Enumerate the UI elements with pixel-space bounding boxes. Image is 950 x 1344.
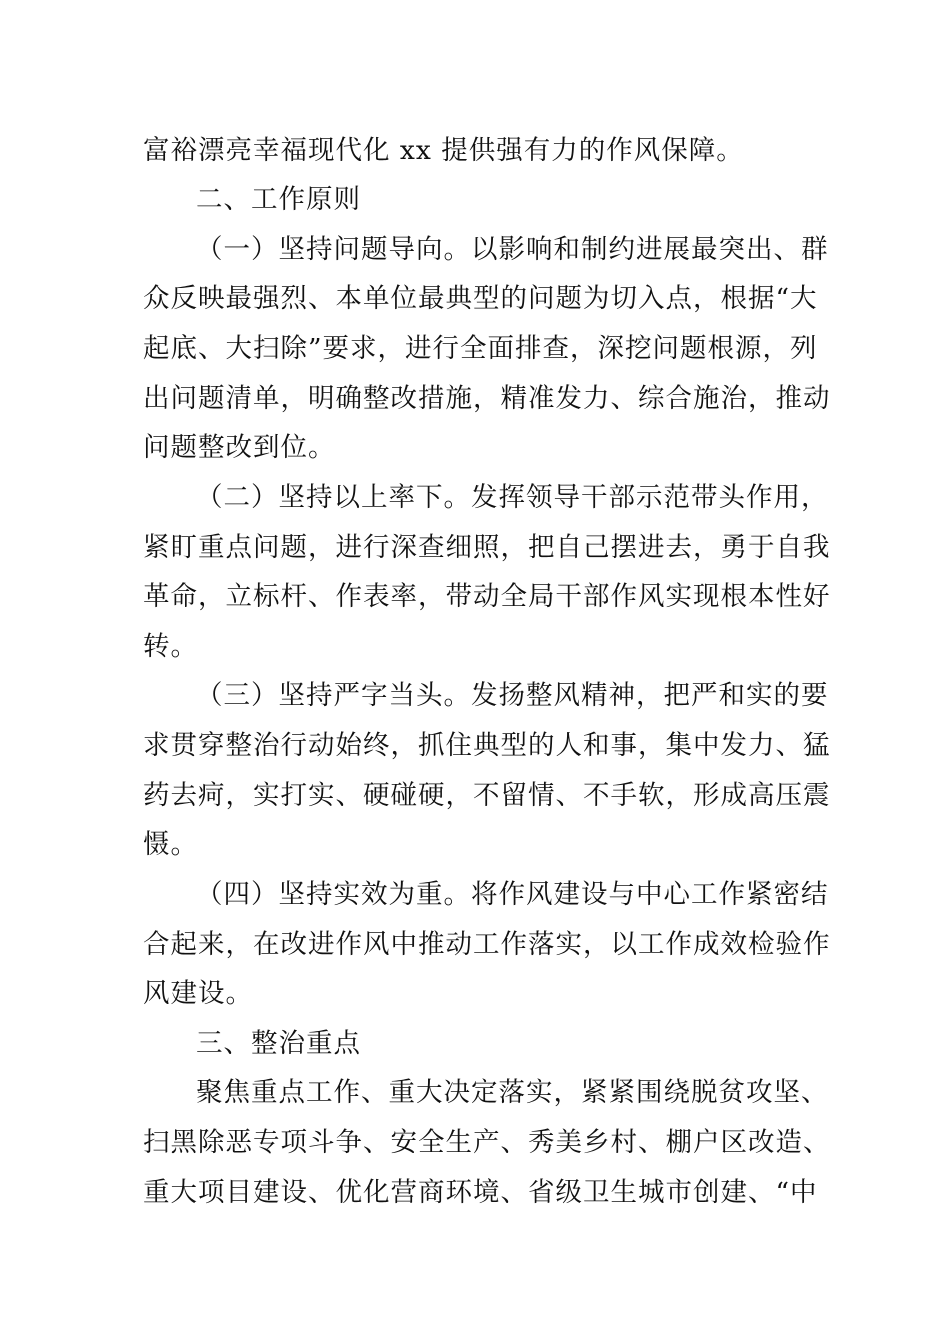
paragraph-2-line-3: 革命，立标杆、作表率，带动全局干部作风实现根本性好: [143, 581, 831, 612]
paragraph-1-line-1: （一）坚持问题导向。以影响和制约进展最突出、群: [196, 234, 829, 265]
paragraph-5-line-2: 扫黑除恶专项斗争、安全生产、秀美乡村、棚户区改造、: [143, 1127, 831, 1158]
paragraph-1-line-3: 起底、大扫除”要求，进行全面排查，深挖问题根源，列: [143, 333, 818, 364]
paragraph-2-line-4: 转。: [143, 631, 198, 662]
section-heading-principles: 二、工作原则: [196, 184, 361, 215]
paragraph-5-line-3: 重大项目建设、优化营商环境、省级卫生城市创建、“中: [143, 1177, 818, 1208]
paragraph-2-line-1: （二）坚持以上率下。发挥领导干部示范带头作用，: [196, 482, 829, 513]
paragraph-3-line-1: （三）坚持严字当头。发扬整风精神，把严和实的要: [196, 680, 829, 711]
paragraph-4-line-1: （四）坚持实效为重。将作风建设与中心工作紧密结: [196, 879, 829, 910]
paragraph-2-line-2: 紧盯重点问题，进行深查细照，把自己摆进去，勇于自我: [143, 532, 831, 563]
paragraph-3-line-4: 慑。: [143, 829, 198, 860]
paragraph-5-line-1: 聚焦重点工作、重大决定落实，紧紧围绕脱贫攻坚、: [196, 1077, 829, 1108]
paragraph-1-line-2: 众反映最强烈、本单位最典型的问题为切入点，根据“大: [143, 283, 818, 314]
paragraph-4-line-2: 合起来，在改进作风中推动工作落实，以工作成效检验作: [143, 929, 831, 960]
paragraph-3-line-2: 求贯穿整治行动始终，抓住典型的人和事，集中发力、猛: [143, 730, 831, 761]
paragraph-1-line-4: 出问题清单，明确整改措施，精准发力、综合施治，推动: [143, 383, 831, 414]
paragraph-1-line-5: 问题整改到位。: [143, 432, 336, 463]
text-line-continuation: 富裕漂亮幸福现代化 xx 提供强有力的作风保障。: [143, 135, 744, 166]
paragraph-3-line-3: 药去疴，实打实、硬碰硬，不留情、不手软，形成高压震: [143, 780, 831, 811]
paragraph-4-line-3: 风建设。: [143, 978, 253, 1009]
section-heading-focus: 三、整治重点: [196, 1028, 361, 1059]
